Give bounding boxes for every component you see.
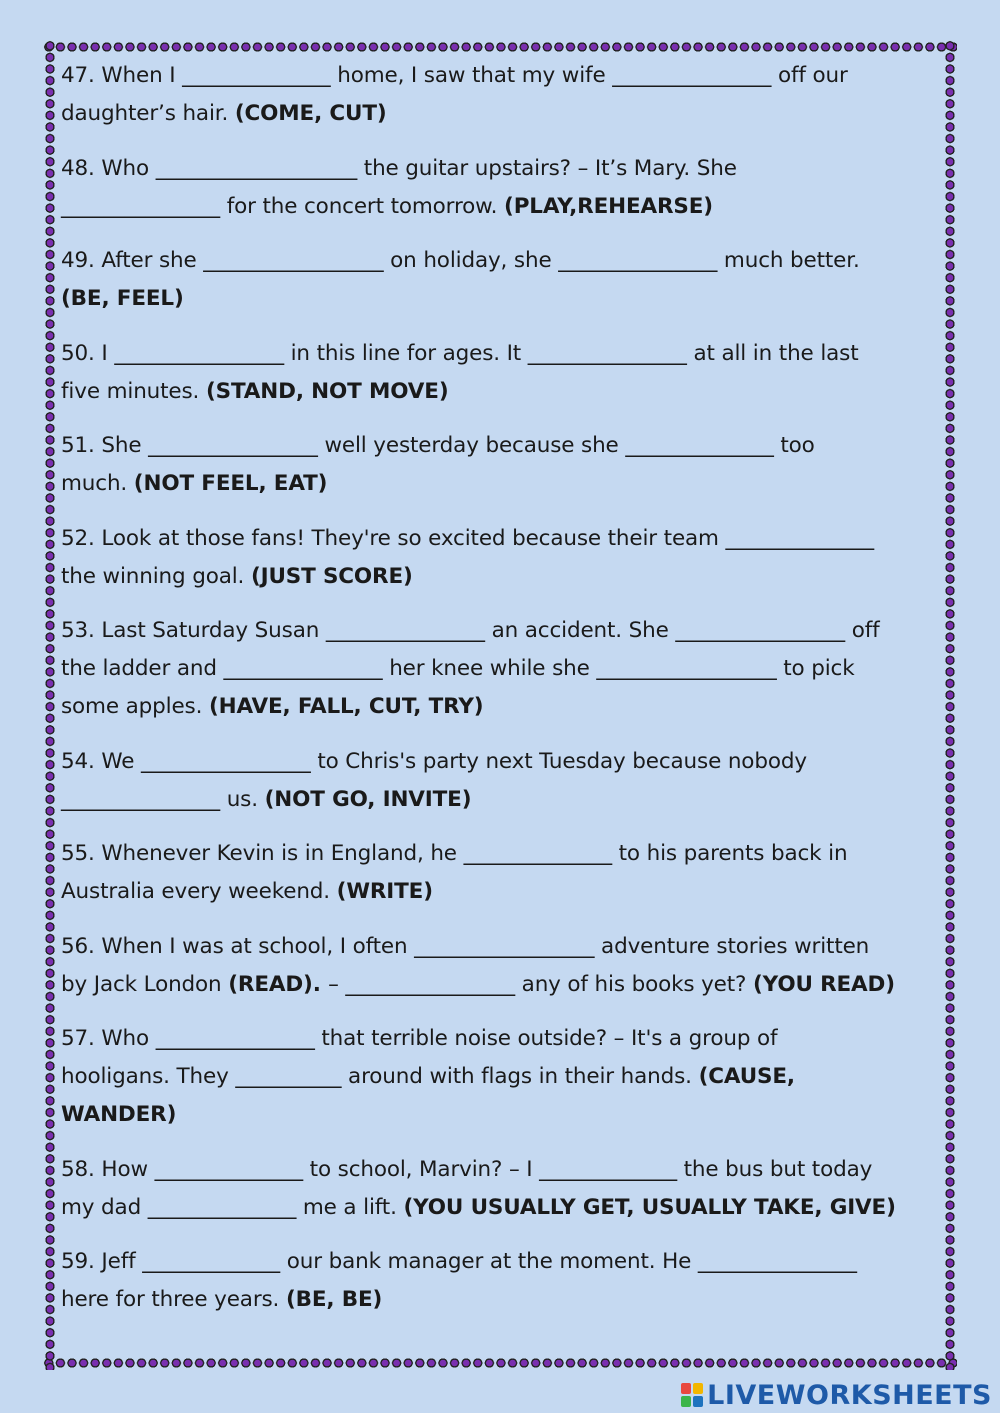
sentence-text: the guitar upstairs? – It’s Mary. She: [357, 155, 737, 181]
sentence-text: to school, Marvin? – I: [302, 1156, 540, 1182]
sentence-text: 54. We: [61, 748, 142, 774]
sentence-text: at all in the last: [686, 340, 859, 366]
exercise-line: [61, 873, 941, 911]
sentence-text: her knee while she: [382, 656, 597, 681]
exercise-line: [61, 1151, 941, 1189]
border-bottom: [43, 1356, 957, 1370]
answer-blank[interactable]: _________________: [596, 656, 777, 681]
sentence-text: to pick: [776, 656, 855, 681]
liveworksheets-logo-icon: [681, 1383, 703, 1407]
exercise-item: [61, 928, 941, 1004]
answer-blank[interactable]: _______________: [527, 340, 687, 366]
sentence-text: for the concert tomorrow.: [220, 193, 505, 219]
sentence-text: 58. How: [61, 1156, 155, 1182]
sentence-text: 51. She: [61, 433, 149, 458]
exercise-item: [61, 1243, 941, 1319]
exercise-line: [61, 373, 941, 411]
verb-hint: (NOT FEEL, EAT): [133, 471, 328, 496]
sentence-text: 55. Whenever Kevin is in England, he: [61, 841, 464, 866]
answer-blank[interactable]: _____________: [539, 1156, 677, 1182]
exercise-item: [61, 242, 941, 318]
answer-blank[interactable]: _______________: [155, 1026, 315, 1051]
answer-blank[interactable]: ________________: [675, 618, 846, 643]
sentence-text: –: [328, 971, 346, 997]
sentence-text: the winning goal.: [61, 563, 251, 589]
sentence-text: here for three years.: [61, 1287, 286, 1312]
sentence-text: adventure stories written: [594, 933, 870, 959]
exercise-item: [61, 520, 941, 596]
answer-blank[interactable]: __________: [235, 1064, 342, 1089]
answer-blank[interactable]: _________________: [414, 933, 595, 959]
border-right: [943, 40, 957, 1370]
exercise-line: [61, 1243, 941, 1281]
answer-blank[interactable]: ________________: [148, 433, 318, 458]
answer-blank[interactable]: ________________: [345, 971, 515, 997]
exercise-line: [61, 335, 941, 373]
verb-hint: (READ).: [228, 971, 329, 997]
sentence-text: my dad: [61, 1194, 148, 1220]
sentence-text: me a lift.: [296, 1194, 404, 1220]
answer-blank[interactable]: ________________: [141, 748, 311, 774]
sentence-text: 53. Last Saturday Susan: [61, 618, 326, 643]
exercise-line: [61, 1020, 941, 1058]
exercise-line: [61, 612, 941, 650]
sentence-text: Australia every weekend.: [61, 879, 337, 904]
exercise-line: [61, 1096, 941, 1134]
exercise-line: [61, 188, 941, 226]
verb-hint: (STAND, NOT MOVE): [205, 378, 449, 404]
sentence-text: by Jack London: [61, 971, 229, 997]
sentence-text: to Chris's party next Tuesday because nobody: [310, 748, 807, 774]
border-top: [43, 40, 957, 54]
sentence-text: off our: [771, 63, 848, 88]
answer-blank[interactable]: _________________: [203, 248, 384, 273]
exercise-line: [61, 242, 941, 280]
exercise-item: [61, 835, 941, 911]
answer-blank[interactable]: ______________: [182, 63, 331, 88]
verb-hint: WANDER): [61, 1102, 177, 1127]
sentence-text: 57. Who: [61, 1026, 156, 1051]
exercise-line: [61, 280, 941, 318]
exercise-item: [61, 1151, 941, 1227]
exercise-line: [61, 427, 941, 465]
verb-hint: (YOU USUALLY GET, USUALLY TAKE, GIVE): [403, 1194, 896, 1220]
sentence-text: too: [773, 433, 815, 458]
brand-name: LIVEWORKSHEETS: [707, 1379, 992, 1411]
answer-blank[interactable]: ______________: [154, 1156, 303, 1182]
exercise-item: [61, 743, 941, 819]
verb-hint: (PLAY,REHEARSE): [504, 193, 713, 219]
sentence-text: daughter’s hair.: [61, 101, 235, 126]
sentence-text: the bus but today: [676, 1156, 873, 1182]
sentence-text: 48. Who: [61, 155, 156, 181]
exercise-item: [61, 335, 941, 411]
sentence-text: the ladder and: [61, 656, 224, 681]
exercise-line: [61, 150, 941, 188]
answer-blank[interactable]: _______________: [325, 618, 485, 643]
sentence-text: 56. When I was at school, I often: [61, 933, 415, 959]
verb-hint: (YOU READ): [753, 971, 895, 997]
sentence-text: in this line for ages. It: [283, 340, 528, 366]
sentence-text: to his parents back in: [611, 841, 848, 866]
verb-hint: (CAUSE,: [698, 1064, 795, 1089]
sentence-text: 52. Look at those fans! They're so excited because their team: [61, 525, 726, 551]
exercise-line: [61, 1189, 941, 1227]
verb-hint: (HAVE, FALL, CUT, TRY): [208, 694, 484, 719]
sentence-text: some apples.: [61, 694, 209, 719]
sentence-text: home, I saw that my wife: [330, 63, 613, 88]
exercise-line: [61, 835, 941, 873]
exercise-line: [61, 688, 941, 726]
border-left: [43, 40, 57, 1370]
verb-hint: (COME, CUT): [234, 101, 387, 126]
sentence-text: us.: [220, 786, 265, 812]
exercise-line: [61, 781, 941, 819]
answer-blank[interactable]: ________________: [114, 340, 284, 366]
exercise-line: [61, 558, 941, 596]
sentence-text: an accident. She: [484, 618, 676, 643]
exercise-line: [61, 520, 941, 558]
sentence-text: that terrible noise outside? – It's a group of: [314, 1026, 778, 1051]
exercise-line: [61, 650, 941, 688]
verb-hint: (BE, FEEL): [61, 286, 184, 311]
verb-hint: (NOT GO, INVITE): [264, 786, 472, 812]
exercise-item: [61, 57, 941, 133]
sentence-text: any of his books yet?: [514, 971, 753, 997]
sentence-text: 50. I: [61, 340, 115, 366]
answer-blank[interactable]: _______________: [558, 248, 718, 273]
answer-blank[interactable]: ______________: [625, 433, 774, 458]
verb-hint: (WRITE): [336, 879, 433, 904]
sentence-text: our bank manager at the moment. He: [280, 1249, 698, 1274]
sentence-text: 47. When I: [61, 63, 183, 88]
sentence-text: around with flags in their hands.: [341, 1064, 699, 1089]
verb-hint: (BE, BE): [285, 1287, 383, 1312]
sentence-text: 59. Jeff: [61, 1249, 143, 1274]
sentence-text: much better.: [717, 248, 860, 273]
sentence-text: five minutes.: [61, 378, 206, 404]
sentence-text: off: [845, 618, 880, 643]
answer-blank[interactable]: _______________: [697, 1249, 857, 1274]
exercise-line: [61, 966, 941, 1004]
exercise-list: [61, 57, 941, 1336]
exercise-line: [61, 57, 941, 95]
exercise-item: [61, 1020, 941, 1134]
exercise-line: [61, 1058, 941, 1096]
answer-blank[interactable]: ______________: [147, 1194, 297, 1220]
answer-blank[interactable]: _______________: [223, 656, 383, 681]
sentence-text: 49. After she: [61, 248, 204, 273]
answer-blank[interactable]: _______________: [61, 786, 221, 812]
exercise-item: [61, 427, 941, 503]
sentence-text: hooligans. They: [61, 1064, 236, 1089]
answer-blank[interactable]: _______________: [612, 63, 772, 88]
sentence-text: much.: [61, 471, 134, 496]
answer-blank[interactable]: ______________: [725, 525, 874, 551]
sentence-text: well yesterday because she: [317, 433, 626, 458]
exercise-line: [61, 465, 941, 503]
sentence-text: on holiday, she: [383, 248, 559, 273]
verb-hint: (JUST SCORE): [250, 563, 413, 589]
answer-blank[interactable]: ___________________: [155, 155, 358, 181]
answer-blank[interactable]: ______________: [463, 841, 612, 866]
answer-blank[interactable]: _____________: [142, 1249, 281, 1274]
exercise-line: [61, 1281, 941, 1319]
exercise-line: [61, 928, 941, 966]
answer-blank[interactable]: _______________: [61, 193, 221, 219]
liveworksheets-brand: [681, 1379, 992, 1411]
exercise-line: [61, 743, 941, 781]
exercise-item: [61, 150, 941, 226]
exercise-item: [61, 612, 941, 726]
exercise-line: [61, 95, 941, 133]
